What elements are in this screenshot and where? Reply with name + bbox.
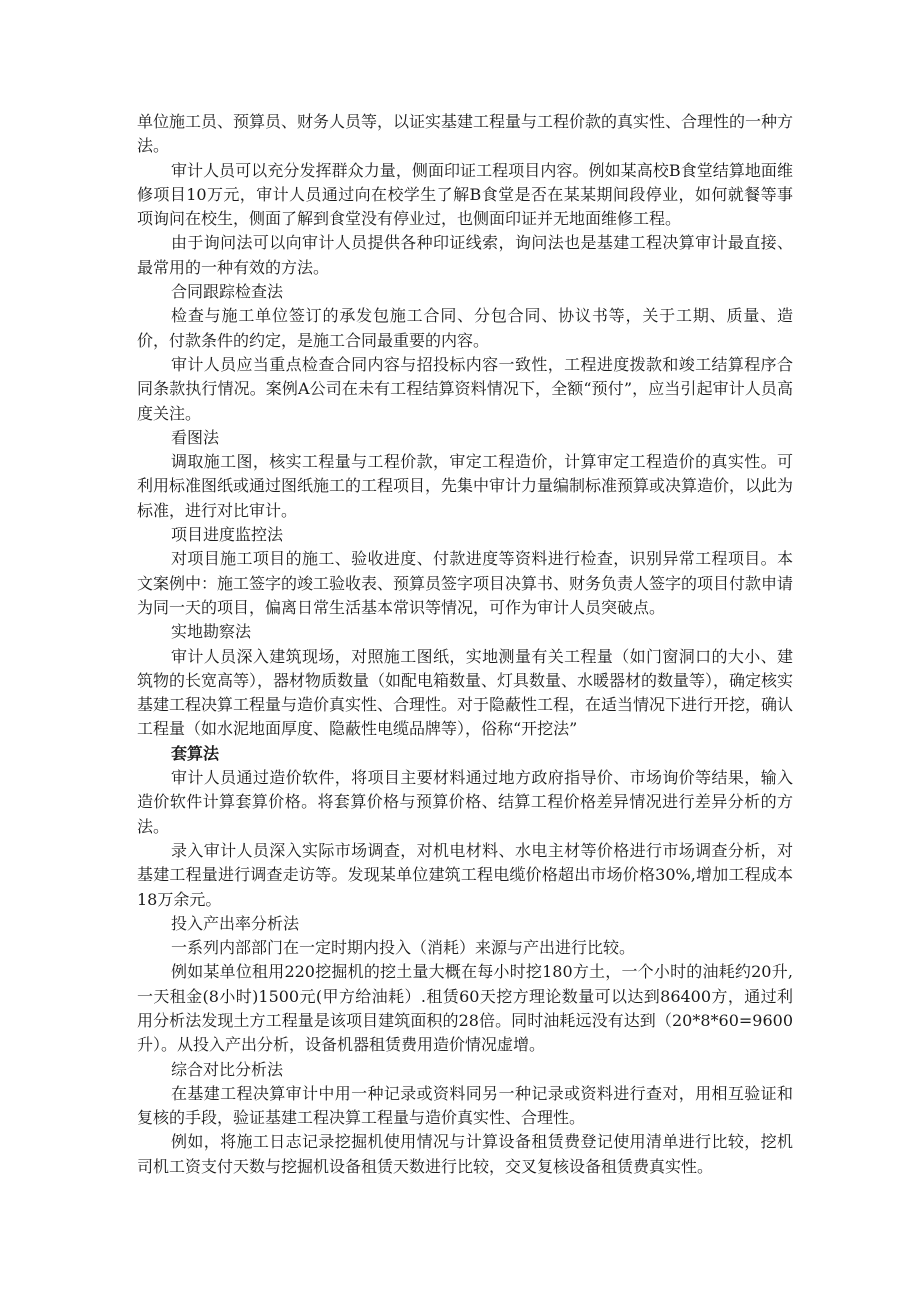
section-heading-comprehensive-comparison: 综合对比分析法: [171, 1059, 284, 1079]
paragraph-5: 检查与施工单位签订的承发包施工合同、分包合同、协议书等，关于工期、质量、造价，付款条件的约定，是施工合同最重要的内容。: [137, 306, 793, 350]
section-heading-progress-monitoring: 项目进度监控法: [171, 525, 284, 545]
paragraph-10: 对项目施工项目的施工、验收进度、付款进度等资料进行检查，识别异常工程项目。本文案例中：施工签字的竣工验收表、预算员签字项目决算书、财务负责人签字的项目付款申请为同一天的项目，偏离日常生活基本常识等情况，可作为审计人员突破点。: [137, 549, 794, 617]
paragraph-8: 调取施工图，核实工程量与工程价款，审定工程造价，计算审定工程造价的真实性。可利用标准图纸或通过图纸施工的工程项目，先集中审计力量编制标准预算或决算造价，以此为标准，进行对比审计。: [137, 452, 794, 520]
paragraph-20: 在基建工程决算审计中用一种记录或资料同另一种记录或资料进行查对，用相互验证和复核的手段，验证基建工程决算工程量与造价真实性、合理性。: [137, 1083, 793, 1128]
section-heading-estimation: 套算法: [171, 743, 220, 763]
paragraph-2: 审计人员可以充分发挥群众力量，侧面印证工程项目内容。例如某高校B食堂结算地面维修项目10万元，审计人员通过向在校学生了解B食堂是否在某某期间段停业，如何就餐等事项询问在校生，侧面了解到食堂没有停业过，也侧面印证并无地面维修工程。: [137, 160, 793, 229]
paragraph-3: 由于询问法可以向审计人员提供各种印证线索，询问法也是基建工程决算审计最直接、最常用的一种有效的方法。: [137, 233, 793, 277]
paragraph-21: 例如，将施工日志记录挖掘机使用情况与计算设备租赁费登记使用清单进行比较，挖机司机工资支付天数与挖掘机设备租赁天数进行比较，交叉复核设备租赁费真实性。: [137, 1132, 793, 1176]
paragraph-18: 例如某单位租用220挖掘机的挖土量大概在每小时挖180方土，一个小时的油耗约20升,一天租金(8小时)1500元(甲方给油耗）.租赁60天挖方理论数量可以达到86400方，通过利用分析法发现土方工程量是该项目建筑面积的28倍。同时油耗远没有达到（20*8*60=9600升）。从投入产出分析，设备机器租赁费用造价情况虚增。: [137, 962, 793, 1055]
section-heading-drawing-review: 看图法: [171, 427, 220, 447]
document-body: [137, 110, 793, 1179]
paragraph-17: 一系列内部部门在一定时期内投入（消耗）来源与产出进行比较。: [171, 938, 636, 958]
paragraph-1: 单位施工员、预算员、财务人员等，以证实基建工程量与工程价款的真实性、合理性的一种方法。: [137, 112, 794, 156]
paragraph-14: 审计人员通过造价软件，将项目主要材料通过地方政府指导价、市场询价等结果，输入造价软件计算套算价格。将套算价格与预算价格、结算工程价格差异情况进行差异分析的方法。: [137, 768, 793, 836]
paragraph-6: 审计人员应当重点检查合同内容与招投标内容一致性，工程进度拨款和竣工结算程序合同条款执行情况。案例A公司在未有工程结算资料情况下，全额“预付”，应当引起审计人员高度关注。: [137, 354, 793, 423]
paragraph-12: 审计人员深入建筑现场，对照施工图纸，实地测量有关工程量（如门窗洞口的大小、建筑物的长宽高等），器材物质数量（如配电箱数量、灯具数量、水暖器材的数量等），确定核实基建工程决算工程量与造价真实性、合理性。对于隐蔽性工程，在适当情况下进行开挖，确认工程量（如水泥地面厚度、隐蔽性电缆品牌等），俗称“开挖法”: [137, 646, 794, 739]
paragraph-15: 录入审计人员深入实际市场调查，对机电材料、水电主材等价格进行市场调查分析，对基建工程量进行调查走访等。发现某单位建筑工程电缆价格超出市场价格30%,增加工程成本18万余元。: [137, 840, 793, 909]
section-heading-input-output: 投入产出率分析法: [171, 913, 300, 933]
section-heading-contract-tracking: 合同跟踪检查法: [171, 282, 284, 302]
section-heading-site-survey: 实地勘察法: [171, 622, 252, 642]
